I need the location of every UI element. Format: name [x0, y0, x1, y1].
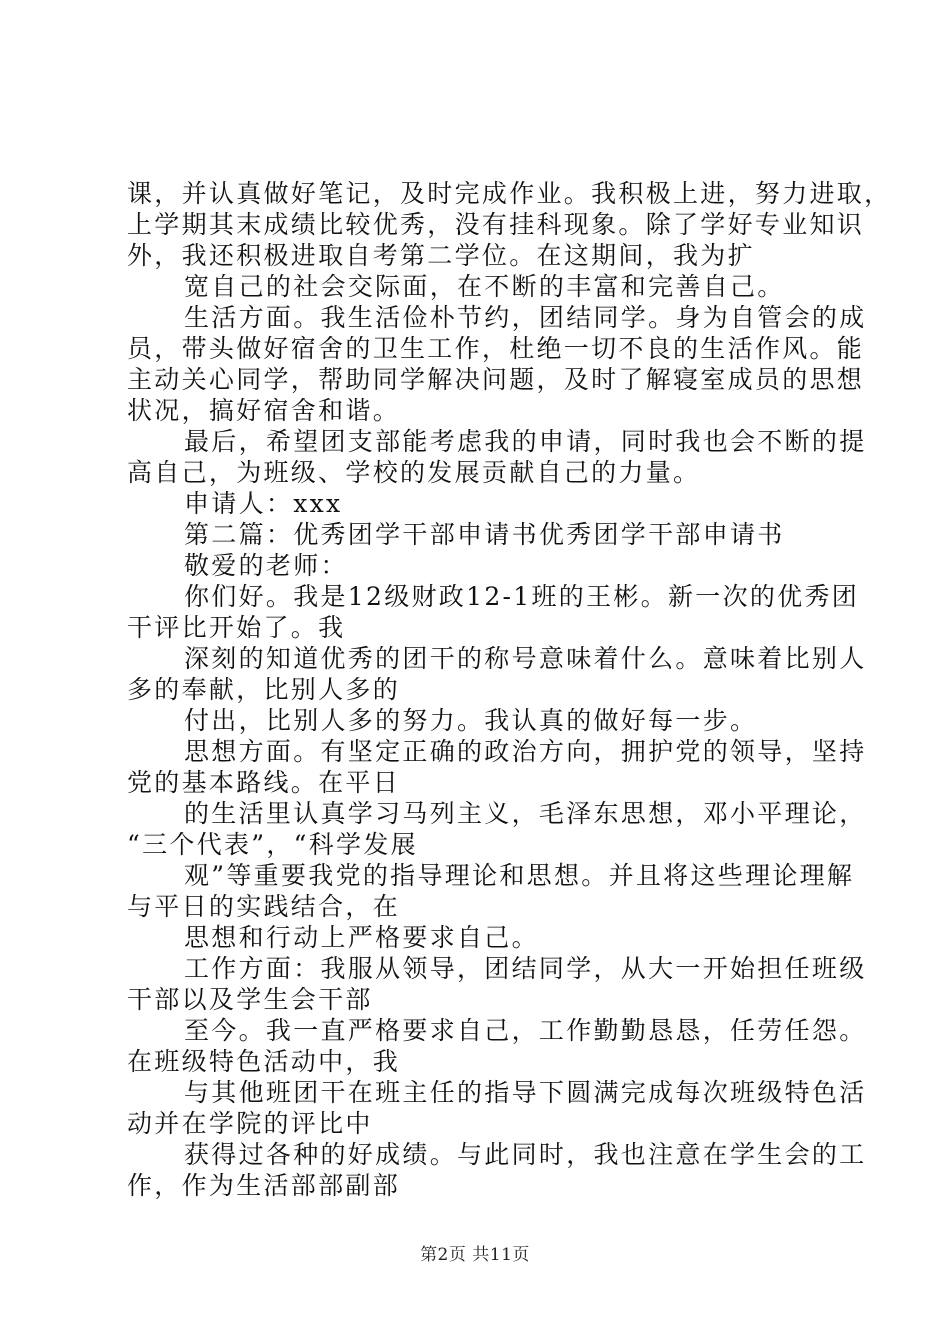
text-line: 课，并认真做好笔记，及时完成作业。我积极上进，努力进取，	[127, 179, 892, 208]
text-line: 与其他班团干在班主任的指导下圆满完成每次班级特色活	[184, 1078, 867, 1107]
text-line: 申请人：xxx	[184, 489, 343, 518]
text-line: 的生活里认真学习马列主义，毛泽东思想，邓小平理论，	[184, 799, 867, 828]
text-line: 干评比开始了。我	[127, 613, 346, 642]
text-line: 在班级特色活动中，我	[127, 1047, 401, 1076]
text-line: 动并在学院的评比中	[127, 1109, 373, 1138]
text-line: 宽自己的社会交际面，在不断的丰富和完善自己。	[184, 272, 785, 301]
text-line: 观”等重要我党的指导理论和思想。并且将这些理论理解	[184, 861, 855, 890]
text-line: 付出，比别人多的努力。我认真的做好每一步。	[184, 706, 758, 735]
text-line: 干部以及学生会干部	[127, 985, 373, 1014]
text-line: 深刻的知道优秀的团干的称号意味着什么。意味着比别人	[184, 644, 867, 673]
text-line: 最后，希望团支部能考虑我的申请，同时我也会不断的提	[184, 427, 867, 456]
text-line: 党的基本路线。在平日	[127, 768, 401, 797]
text-line: 员，带头做好宿舍的卫生工作，杜绝一切不良的生活作风。能	[127, 334, 865, 363]
text-line: 工作方面：我服从领导，团结同学，从大一开始担任班级	[184, 954, 867, 983]
text-line: 与平日的实践结合，在	[127, 892, 401, 921]
text-line: 上学期其末成绩比较优秀，没有挂科现象。除了学好专业知识	[127, 210, 865, 239]
text-line: 敬爱的老师：	[184, 551, 348, 580]
text-line: 至今。我一直严格要求自己，工作勤勤恳恳，任劳任怨。	[184, 1016, 867, 1045]
text-line: 你们好。我是12级财政12-1班的王彬。新一次的优秀团	[184, 582, 860, 611]
text-line: 主动关心同学，帮助同学解决问题，及时了解寝室成员的思想	[127, 365, 865, 394]
text-line: 多的奉献，比别人多的	[127, 675, 401, 704]
text-line: 思想方面。有坚定正确的政治方向，拥护党的领导，坚持	[184, 737, 867, 766]
document-body	[127, 178, 892, 1201]
text-line: 思想和行动上严格要求自己。	[184, 923, 539, 952]
text-line: 作，作为生活部部副部	[127, 1171, 401, 1200]
text-line: 状况，搞好宿舍和谐。	[127, 396, 401, 425]
text-line: 获得过各种的好成绩。与此同时，我也注意在学生会的工	[184, 1140, 867, 1169]
text-line: 外，我还积极进取自考第二学位。在这期间，我为扩	[127, 241, 755, 270]
text-line: 生活方面。我生活俭朴节约，团结同学。身为自管会的成	[184, 303, 867, 332]
page-number-footer: 第2页 共11页	[420, 1245, 530, 1265]
text-line: “三个代表”，“科学发展	[127, 830, 418, 859]
text-line: 第二篇：优秀团学干部申请书优秀团学干部申请书	[184, 520, 785, 549]
text-line: 高自己，为班级、学校的发展贡献自己的力量。	[127, 458, 701, 487]
